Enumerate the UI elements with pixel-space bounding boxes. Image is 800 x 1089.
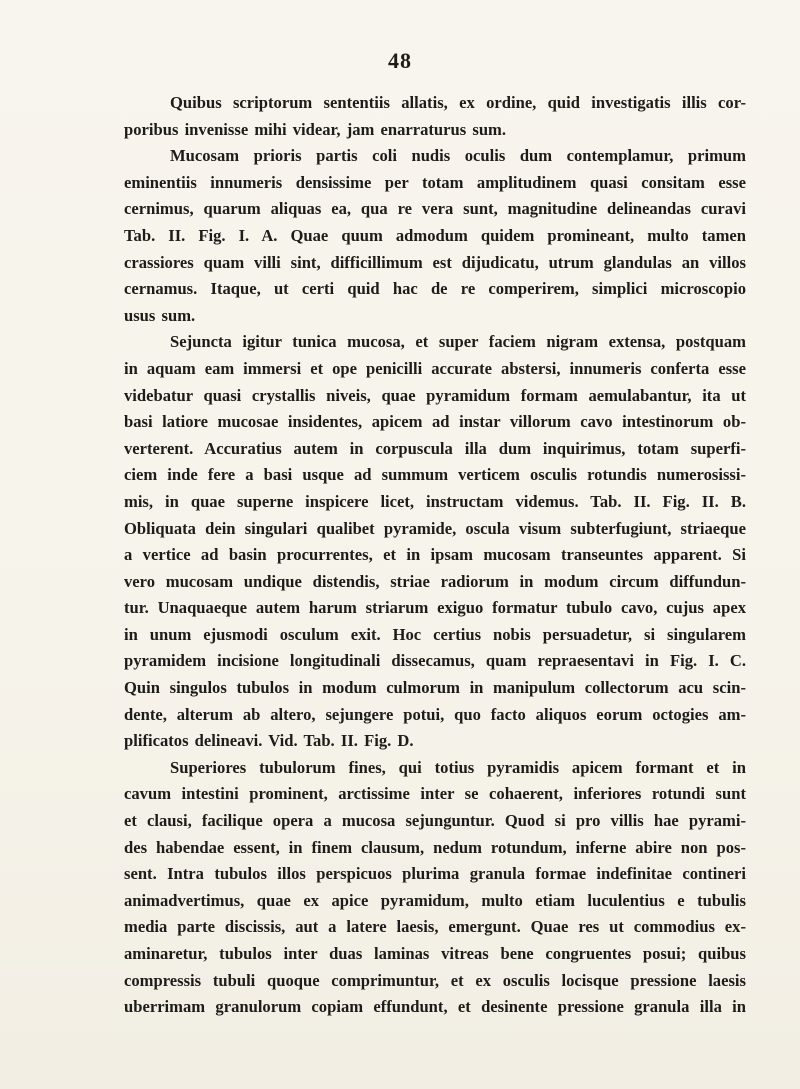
text-line: aminaretur, tubulos inter duas laminas vitreas bene congruentes posui; quibus — [124, 944, 746, 963]
text-line: media parte discissis, aut a latere laesis, emergunt. Quae res ut commodius ex- — [124, 917, 746, 937]
text-line: plificatos delineavi. Vid. Tab. II. Fig. D. — [124, 731, 414, 751]
text-line: videbatur quasi crystallis niveis, quae pyramidum formam aemulabantur, ita ut — [124, 385, 746, 405]
text-line: Sejuncta igitur tunica mucosa, et super faciem nigram extensa, postquam — [170, 332, 746, 352]
text-line: ciem inde fere a basi usque ad summum verticem osculis rotundis numerosissi- — [124, 465, 746, 485]
text-line: cavum intestini prominent, arctissime inter se cohaerent, inferiores rotundi sunt — [124, 784, 746, 804]
text-line: sent. Intra tubulos illos perspicuos plurima granula formae indefinitae contineri — [124, 864, 746, 884]
text-line: cernimus, quarum aliquas ea, qua re vera sunt, magnitudine delineandas curavi — [124, 199, 746, 219]
text-line: usus sum. — [124, 305, 196, 325]
text-line: a vertice ad basin procurrentes, et in ipsam mucosam transeuntes apparent. Si — [124, 545, 746, 565]
text-line: des habendae essent, in finem clausum, nedum rotundum, inferne abire non pos- — [124, 837, 746, 857]
text-line: Mucosam prioris partis coli nudis oculis dum contemplamur, primum — [170, 146, 746, 166]
text-line: Quin singulos tubulos in modum culmorum in manipulum collectorum acu scin- — [124, 678, 746, 698]
text-line: et clausi, facilique opera a mucosa sejunguntur. Quod si pro villis hae pyrami- — [124, 811, 746, 831]
text-line: mis, in quae superne inspicere licet, instructam videmus. Tab. II. Fig. II. B. — [124, 491, 746, 511]
paragraph-4 — [124, 755, 746, 1021]
paragraph-1 — [124, 90, 746, 143]
text-line: in aquam eam immersi et ope penicilli accurate abstersi, innumeris conferta esse — [124, 358, 746, 378]
body-text — [124, 90, 746, 1021]
text-line: animadvertimus, quae ex apice pyramidum, multo etiam luculentius e tubulis — [124, 890, 746, 910]
text-line: Tab. II. Fig. I. A. Quae quum admodum quidem promineant, multo tamen — [124, 225, 746, 245]
text-line: cernamus. Itaque, ut certi quid hac de re comperirem, simplici microscopio — [124, 279, 746, 299]
text-line: Obliquata dein singulari qualibet pyramide, oscula visum subterfugiunt, striaeque — [124, 518, 746, 538]
text-line: pyramidem incisione longitudinali dissecamus, quam repraesentavi in Fig. I. C. — [124, 651, 746, 671]
text-line: uberrimam granulorum copiam effundunt, et desinente pressione granula illa in — [124, 997, 746, 1017]
text-line: dente, alterum ab altero, sejungere potui, quo facto aliquos eorum octogies am- — [124, 704, 746, 724]
text-line: eminentiis innumeris densissime per totam amplitudinem quasi consitam esse — [124, 172, 746, 192]
text-line: compressis tubuli quoque comprimuntur, et ex osculis locisque pressione laesis — [124, 970, 746, 990]
text-line: verterent. Accuratius autem in corpuscula illa dum inquirimus, totam superfi- — [124, 438, 746, 458]
text-line: basi latiore mucosae insidentes, apicem ad instar villorum cavo intestinorum ob- — [124, 412, 746, 432]
text-line: vero mucosam undique distendis, striae radiorum in modum circum diffundun- — [124, 571, 746, 591]
paragraph-3 — [124, 329, 746, 755]
text-line: poribus invenisse mihi videar, jam enarraturus sum. — [124, 119, 507, 139]
text-line: crassiores quam villi sint, difficillimum est dijudicatu, utrum glandulas an villos — [124, 252, 746, 272]
text-line: Quibus scriptorum sententiis allatis, ex ordine, quid investigatis illis cor- — [170, 93, 746, 112]
text-line: tur. Unaquaeque autem harum striarum exiguo formatur tubulo cavo, cujus apex — [124, 598, 746, 618]
page-number: 48 — [388, 48, 412, 73]
text-line: in unum ejusmodi osculum exit. Hoc certius nobis persuadetur, si singularem — [124, 624, 746, 644]
paragraph-2 — [124, 143, 746, 329]
text-line: Superiores tubulorum fines, qui totius pyramidis apicem formant et in — [170, 757, 746, 777]
